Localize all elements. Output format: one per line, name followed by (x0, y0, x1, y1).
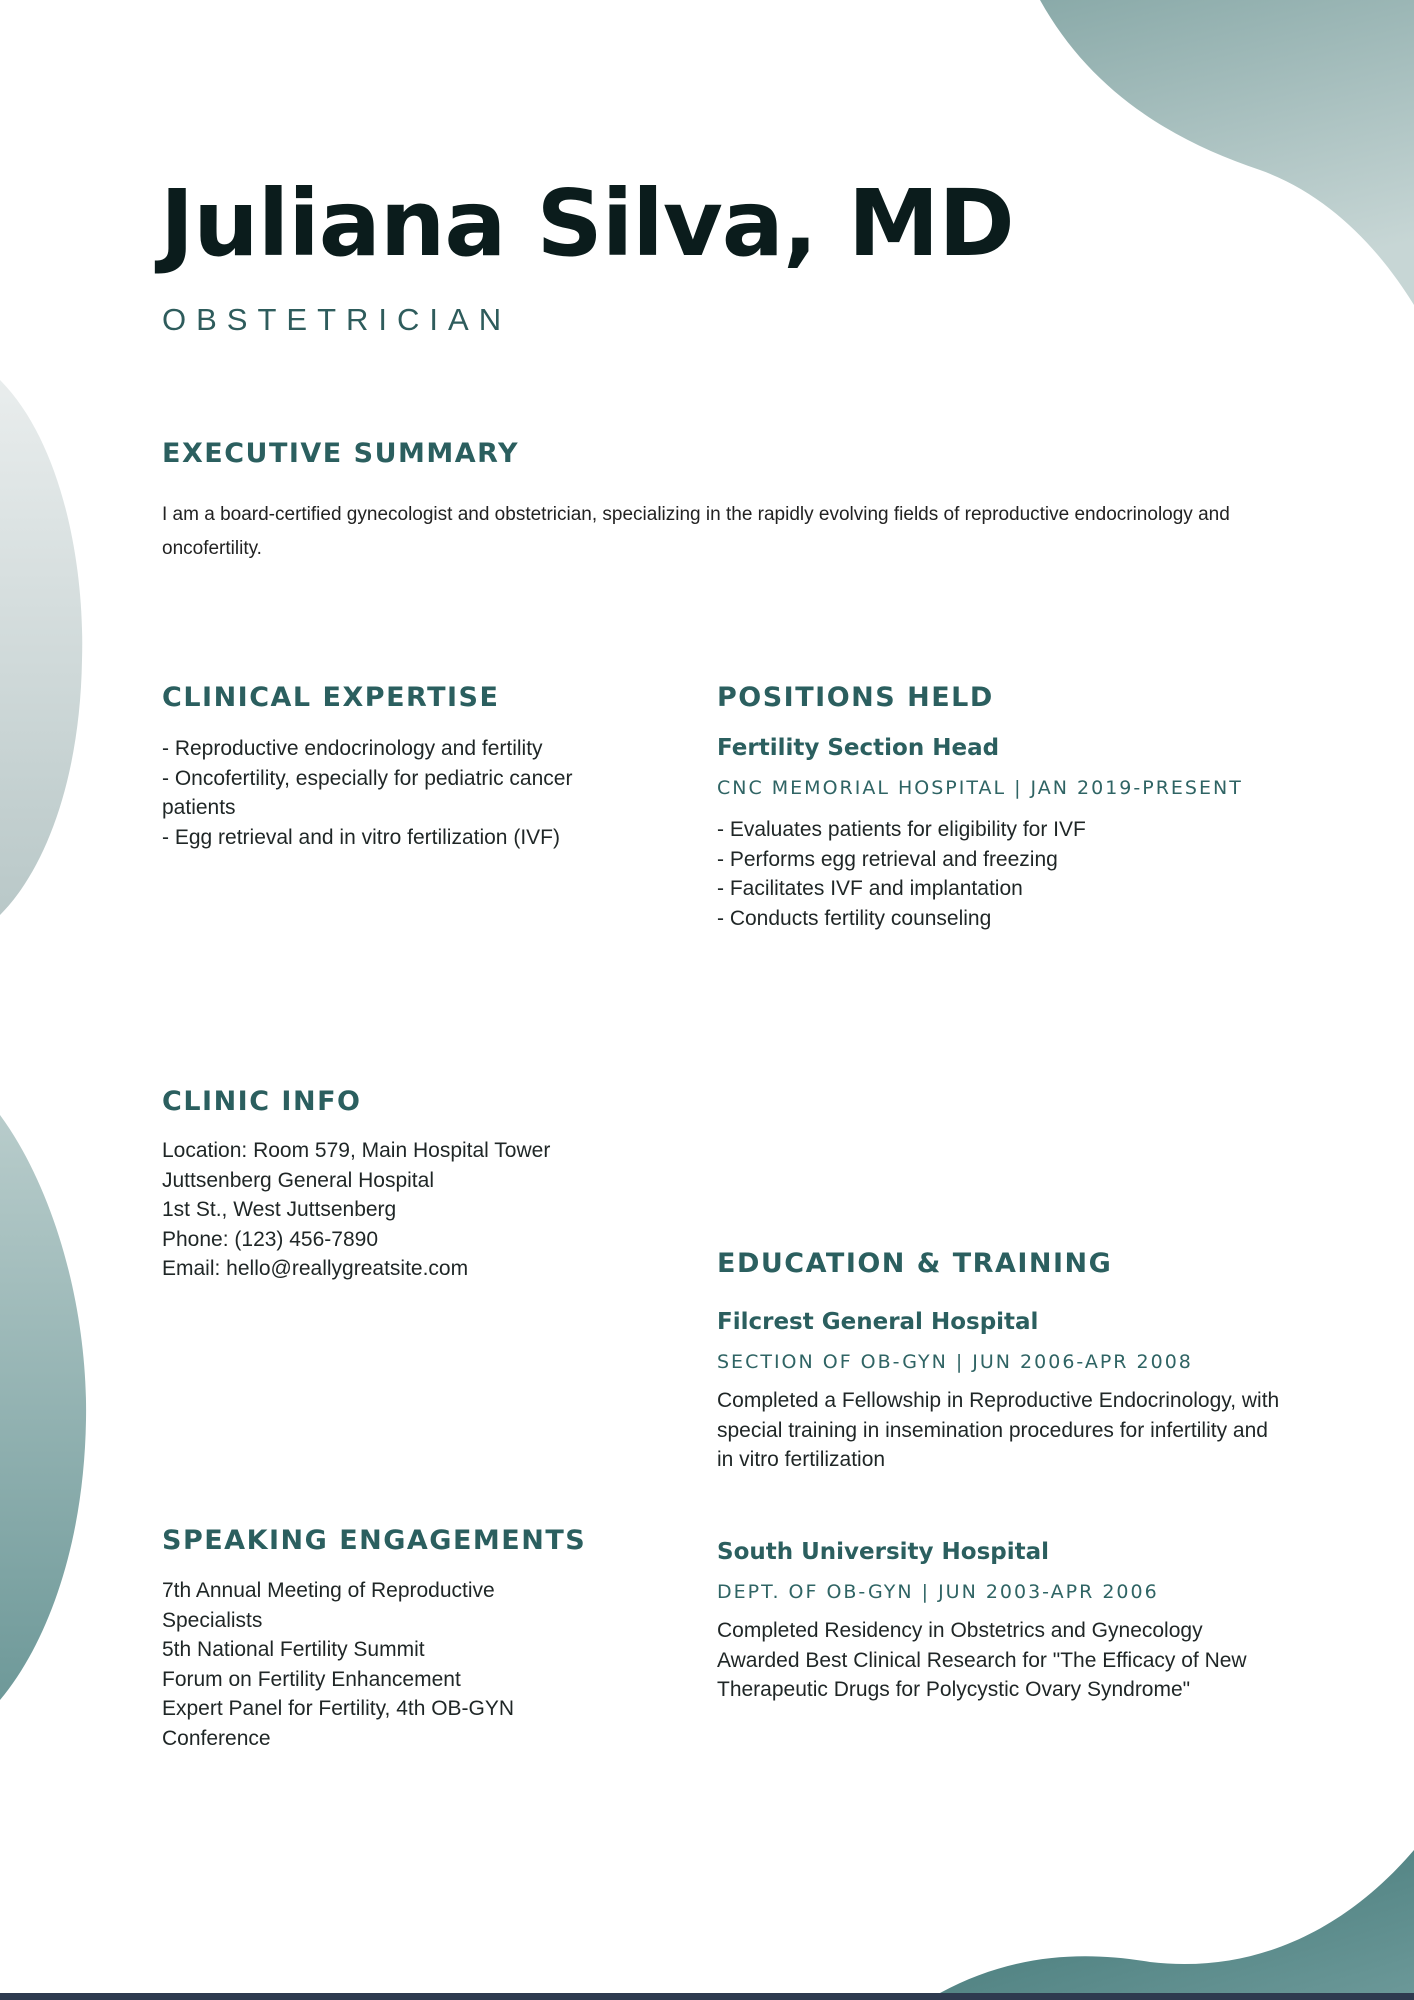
education-description: Completed Residency in Obstetrics and Gynecology (717, 1619, 1203, 1642)
clinic-address: 1st St., West Juttsenberg (162, 1198, 397, 1221)
bottom-bar (0, 1993, 1414, 2000)
speaking-item: Forum on Fertility Enhancement (162, 1667, 461, 1691)
left-top-arc (0, 380, 82, 915)
expertise-item: - Oncofertility, especially for pediatric cancer patients (162, 766, 573, 819)
clinic-email: Email: hello@reallygreatsite.com (162, 1257, 469, 1280)
expertise-item: - Egg retrieval and in vitro fertilization (IVF) (162, 825, 560, 849)
positions-heading: POSITIONS HELD (717, 682, 994, 713)
education-meta: DEPT. OF OB-GYN | JUN 2003-APR 2006 (717, 1581, 1159, 1603)
speaking-list (162, 1576, 572, 1753)
education-description: Awarded Best Clinical Research for "The Efficacy of New Therapeutic Drugs for Polycystic Ovary Syndrome" (717, 1648, 1247, 1701)
job-duties-list (717, 815, 1317, 933)
summary-text: I am a board-certified gynecologist and obstetrician, specializing in the rapidly evolving fields of reproductive endocrinology and oncofertility. (162, 504, 1230, 559)
speaking-item: 7th Annual Meeting of Reproductive Specialists (162, 1579, 495, 1632)
bottom-right-wave (940, 1850, 1414, 1993)
job-duty: - Facilitates IVF and implantation (717, 877, 1023, 900)
clinic-location: Location: Room 579, Main Hospital Tower (162, 1139, 551, 1162)
education-heading: EDUCATION & TRAINING (717, 1248, 1113, 1279)
job-duty: - Conducts fertility counseling (717, 906, 992, 930)
expertise-heading: CLINICAL EXPERTISE (162, 682, 500, 713)
speaking-item: Expert Panel for Fertility, 4th OB-GYN Conference (162, 1697, 515, 1750)
summary-heading: EXECUTIVE SUMMARY (162, 438, 520, 469)
resume-role: OBSTETRICIAN (162, 302, 512, 337)
left-bottom-arc (0, 1115, 86, 1700)
speaking-item: 5th National Fertility Summit (162, 1638, 425, 1661)
job-meta: CNC MEMORIAL HOSPITAL | JAN 2019-PRESENT (717, 777, 1243, 799)
clinic-hospital: Juttsenberg General Hospital (162, 1168, 434, 1192)
expertise-item: - Reproductive endocrinology and fertility (162, 737, 543, 760)
education-description: Completed a Fellowship in Reproductive Endocrinology, with special training in insemination procedures for infertility and in vitro fertilization (717, 1389, 1280, 1471)
expertise-list (162, 734, 602, 852)
education-institution: South University Hospital (717, 1539, 1050, 1565)
top-right-wave (1040, 0, 1414, 305)
education-description-list (717, 1616, 1287, 1705)
clinic-heading: CLINIC INFO (162, 1086, 362, 1117)
speaking-heading: SPEAKING ENGAGEMENTS (162, 1525, 587, 1556)
job-duty: - Performs egg retrieval and freezing (717, 847, 1058, 871)
job-duty: - Evaluates patients for eligibility for IVF (717, 818, 1086, 841)
education-institution: Filcrest General Hospital (717, 1309, 1039, 1335)
job-title: Fertility Section Head (717, 735, 1000, 761)
clinic-info-list (162, 1136, 642, 1284)
clinic-phone: Phone: (123) 456-7890 (162, 1227, 378, 1251)
education-meta: SECTION OF OB-GYN | JUN 2006-APR 2008 (717, 1351, 1193, 1373)
resume-name: Juliana Silva, MD (160, 170, 1014, 277)
